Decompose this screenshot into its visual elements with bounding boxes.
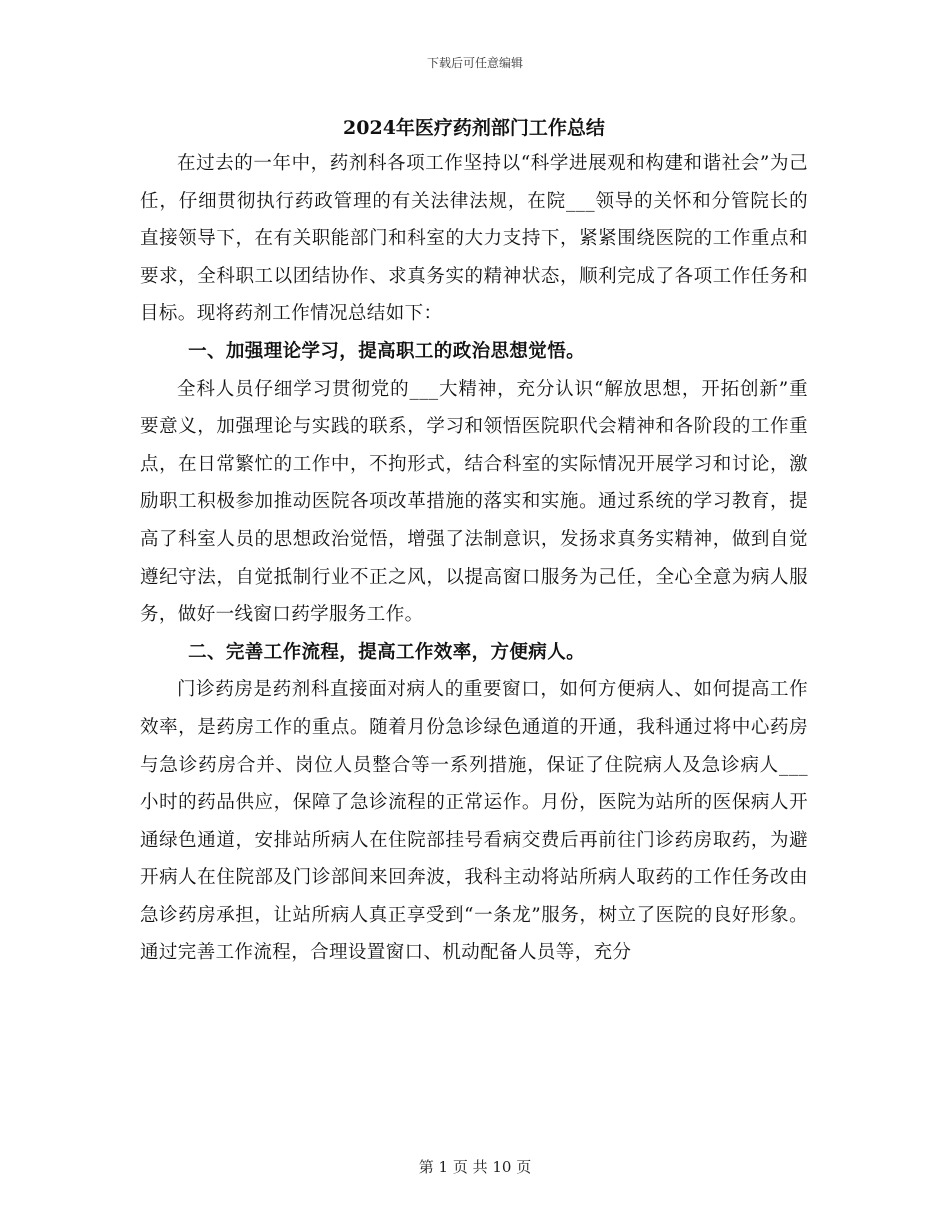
page-header-note: 下载后可任意编辑	[426, 56, 523, 70]
section-1-paragraph: 全科人员仔细学习贯彻党的___大精神，充分认识“解放思想，开拓创新”重要意义，加强理论与实践的联系，学习和领悟医院职代会精神和各阶段的工作重点，在日常繁忙的工作中，不拘形式，结合科室的实际情况开展学习和讨论，激励职工积极参加推动医院各项改革措施的落实和实施。通过系统的学习教育，提高了科室人员的思想政治觉悟，增强了法制意识，发扬求真务实精神，做到自觉遵纪守法，自觉抵制行业不正之风，以提高窗口服务为己任，全心全意为病人服务，做好一线窗口药学服务工作。	[140, 378, 808, 626]
page-number: 第 1 页 共 10 页	[418, 1158, 532, 1176]
section-2-heading: 二、完善工作流程，提高工作效率，方便病人。	[188, 641, 585, 663]
document-body	[140, 112, 808, 972]
document-title: 2024年医疗药剂部门工作总结	[343, 117, 605, 139]
section-2-paragraph: 门诊药房是药剂科直接面对病人的重要窗口，如何方便病人、如何提高工作效率，是药房工作的重点。随着月份急诊绿色通道的开通，我科通过将中心药房与急诊药房合并、岗位人员整合等一系列措施，保证了住院病人及急诊病人___小时的药品供应，保障了急诊流程的正常运作。月份，医院为站所的医保病人开通绿色通道，安排站所病人在住院部挂号看病交费后再前往门诊药房取药，为避开病人在住院部及门诊部间来回奔波，我科主动将站所病人取药的工作任务改由急诊药房承担，让站所病人真正享受到“一条龙”服务，树立了医院的良好形象。通过完善工作流程，合理设置窗口、机动配备人员等，充分	[140, 679, 808, 964]
section-1-heading: 一、加强理论学习，提高职工的政治思想觉悟。	[188, 340, 585, 362]
intro-paragraph: 在过去的一年中，药剂科各项工作坚持以“科学进展观和构建和谐社会”为己任，仔细贯彻执行药政管理的有关法律法规，在院___领导的关怀和分管院长的直接领导下，在有关职能部门和科室的大力支持下，紧紧围绕医院的工作重点和要求，全科职工以团结协作、求真务实的精神状态，顺利完成了各项工作任务和目标。现将药剂工作情况总结如下：	[140, 153, 808, 325]
